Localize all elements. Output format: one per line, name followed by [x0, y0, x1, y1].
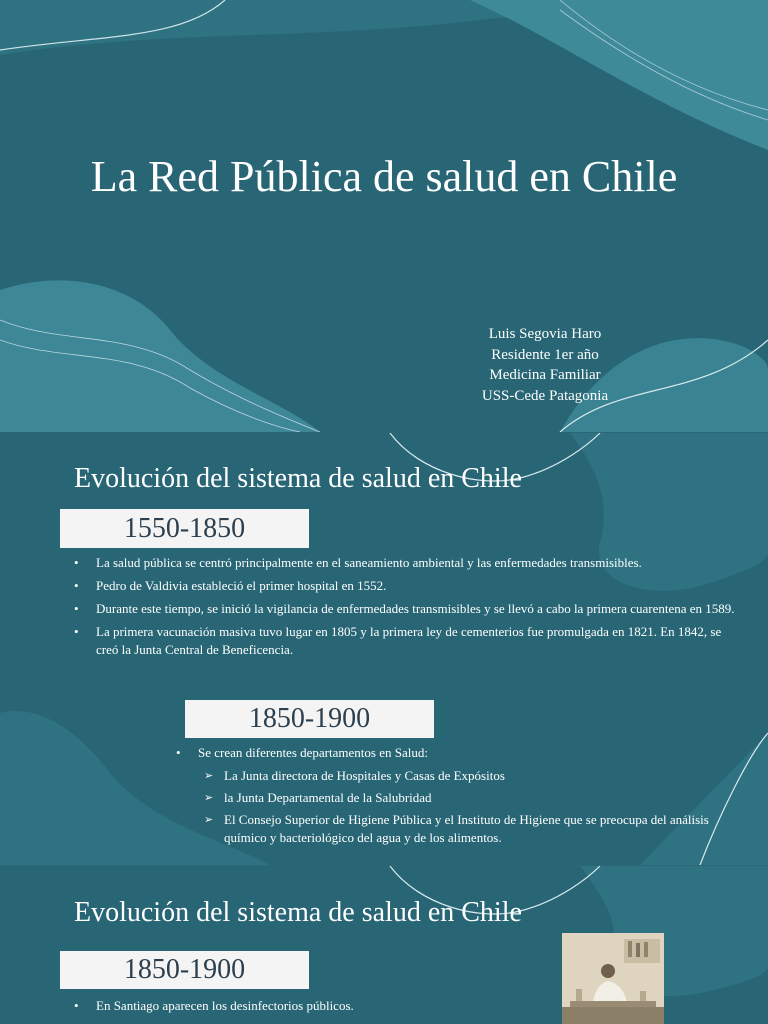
author-role: Residente 1er año	[491, 346, 599, 363]
laboratory-photo-image	[562, 933, 664, 1024]
author-block	[445, 324, 645, 406]
content-slide-2	[0, 866, 768, 1024]
list-item: • La salud pública se centró principalmente en el saneamiento ambiental y las enfermedades transmisibles.	[70, 554, 740, 572]
historical-photo	[562, 933, 664, 1024]
list-item	[172, 744, 742, 847]
list-item: • En Santiago aparecen los desinfectorios públicos.	[70, 997, 540, 1015]
author-specialty: Medicina Familiar	[489, 367, 601, 383]
period-label-1550-1850: 1550-1850	[60, 509, 309, 548]
sub-list-item: ➢ El Consejo Superior de Higiene Pública y el Instituto de Higiene que se preocupa del análisis químico y bacteriológico del agua y de los alimentos.	[198, 811, 742, 847]
period-label-1850-1900: 1850-1900	[185, 700, 434, 738]
sub-list	[198, 767, 742, 847]
list-item: • Durante este tiempo, se inició la vigilancia de enfermedades transmisibles y se llevó a cabo la primera cuarentena en 1589.	[70, 600, 740, 618]
list-item: • La primera vacunación masiva tuvo lugar en 1805 y la primera ley de cementerios fue promulgada en 1821. En 1842, se creó la Junta Central de Beneficencia.	[70, 623, 740, 659]
period-label-1850-1900: 1850-1900	[60, 951, 309, 989]
period-bullets	[70, 997, 540, 1020]
list-item-text: Se crean diferentes departamentos en Salud:	[198, 745, 428, 760]
content-slide-1	[0, 433, 768, 865]
section-title: Evolución del sistema de salud en Chile	[74, 897, 522, 928]
period-bullets	[172, 744, 742, 852]
author-institution: USS-Cede Patagonia	[481, 387, 609, 404]
sub-list-item: ➢ La Junta directora de Hospitales y Casas de Expósitos	[198, 767, 742, 785]
background-waves	[0, 0, 768, 432]
presentation-title: La Red Pública de salud en Chile	[90, 152, 678, 201]
sub-list-item: ➢ la Junta Departamental de la Salubridad	[198, 789, 742, 807]
period-bullets	[70, 554, 740, 664]
title-slide	[0, 0, 768, 432]
author-name: Luis Segovia Haro	[488, 326, 602, 342]
list-item: • Pedro de Valdivia estableció el primer hospital en 1552.	[70, 577, 740, 595]
section-title: Evolución del sistema de salud en Chile	[74, 463, 522, 494]
